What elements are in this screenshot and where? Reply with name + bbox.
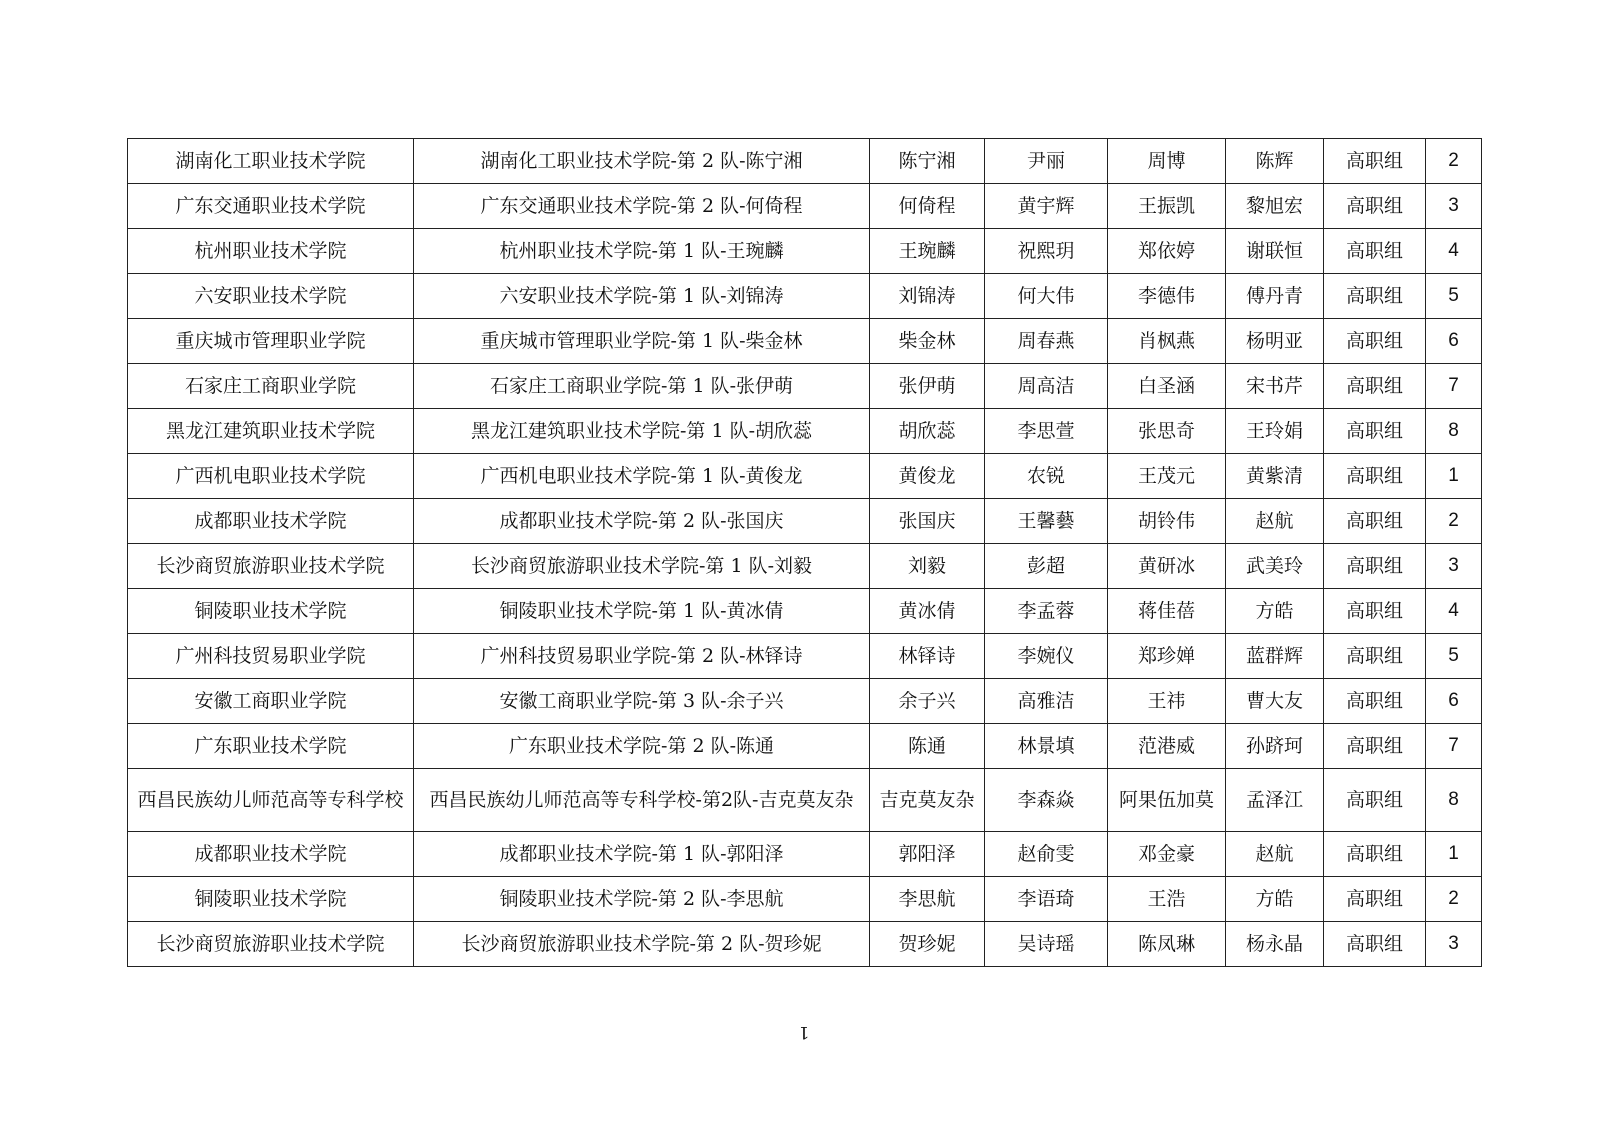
group-cell: 高职组 (1324, 589, 1426, 634)
school-cell: 广州科技贸易职业学院 (128, 634, 414, 679)
group-cell: 高职组 (1324, 364, 1426, 409)
member-cell: 何大伟 (985, 274, 1108, 319)
captain-cell: 张伊萌 (870, 364, 985, 409)
school-cell: 安徽工商职业学院 (128, 679, 414, 724)
table-row (128, 544, 1482, 589)
member-cell: 邓金豪 (1108, 832, 1226, 877)
captain-cell: 郭阳泽 (870, 832, 985, 877)
member-cell: 肖枫燕 (1108, 319, 1226, 364)
team-cell: 广东职业技术学院-第 2 队-陈通 (414, 724, 870, 769)
table-row (128, 877, 1482, 922)
captain-cell: 陈宁湘 (870, 139, 985, 184)
advisor-cell: 杨永晶 (1226, 922, 1324, 967)
table-row (128, 679, 1482, 724)
table-row (128, 184, 1482, 229)
table-row (128, 922, 1482, 967)
school-cell: 石家庄工商职业学院 (128, 364, 414, 409)
team-cell: 安徽工商职业学院-第 3 队-余子兴 (414, 679, 870, 724)
advisor-cell: 蓝群辉 (1226, 634, 1324, 679)
team-cell: 西昌民族幼儿师范高等专科学校-第2队-吉克莫友杂 (414, 769, 870, 832)
school-cell: 成都职业技术学院 (128, 499, 414, 544)
group-cell: 高职组 (1324, 922, 1426, 967)
member-cell: 尹丽 (985, 139, 1108, 184)
team-cell: 成都职业技术学院-第 2 队-张国庆 (414, 499, 870, 544)
school-cell: 铜陵职业技术学院 (128, 877, 414, 922)
school-cell: 广西机电职业技术学院 (128, 454, 414, 499)
table-row (128, 409, 1482, 454)
group-cell: 高职组 (1324, 229, 1426, 274)
table-row (128, 364, 1482, 409)
school-cell: 六安职业技术学院 (128, 274, 414, 319)
member-cell: 李婉仪 (985, 634, 1108, 679)
group-cell: 高职组 (1324, 544, 1426, 589)
member-cell: 郑珍婵 (1108, 634, 1226, 679)
advisor-cell: 孟泽江 (1226, 769, 1324, 832)
captain-cell: 李思航 (870, 877, 985, 922)
member-cell: 黄宇辉 (985, 184, 1108, 229)
team-cell: 广州科技贸易职业学院-第 2 队-林铎诗 (414, 634, 870, 679)
captain-cell: 余子兴 (870, 679, 985, 724)
advisor-cell: 方皓 (1226, 877, 1324, 922)
number-cell: 2 (1426, 499, 1482, 544)
member-cell: 李孟蓉 (985, 589, 1108, 634)
advisor-cell: 赵航 (1226, 499, 1324, 544)
team-cell: 六安职业技术学院-第 1 队-刘锦涛 (414, 274, 870, 319)
school-cell: 铜陵职业技术学院 (128, 589, 414, 634)
group-cell: 高职组 (1324, 877, 1426, 922)
captain-cell: 张国庆 (870, 499, 985, 544)
number-cell: 2 (1426, 877, 1482, 922)
captain-cell: 林铎诗 (870, 634, 985, 679)
number-cell: 4 (1426, 229, 1482, 274)
table-row (128, 724, 1482, 769)
member-cell: 陈凤琳 (1108, 922, 1226, 967)
member-cell: 林景填 (985, 724, 1108, 769)
school-cell: 长沙商贸旅游职业技术学院 (128, 544, 414, 589)
team-cell: 长沙商贸旅游职业技术学院-第 2 队-贺珍妮 (414, 922, 870, 967)
number-cell: 3 (1426, 544, 1482, 589)
member-cell: 王馨藝 (985, 499, 1108, 544)
member-cell: 李森焱 (985, 769, 1108, 832)
school-cell: 湖南化工职业技术学院 (128, 139, 414, 184)
captain-cell: 刘锦涛 (870, 274, 985, 319)
group-cell: 高职组 (1324, 724, 1426, 769)
number-cell: 8 (1426, 409, 1482, 454)
number-cell: 6 (1426, 679, 1482, 724)
member-cell: 胡铃伟 (1108, 499, 1226, 544)
team-cell: 杭州职业技术学院-第 1 队-王琬麟 (414, 229, 870, 274)
table-row (128, 139, 1482, 184)
group-cell: 高职组 (1324, 184, 1426, 229)
table-row (128, 832, 1482, 877)
school-cell: 成都职业技术学院 (128, 832, 414, 877)
member-cell: 吴诗瑶 (985, 922, 1108, 967)
member-cell: 白圣涵 (1108, 364, 1226, 409)
captain-cell: 柴金林 (870, 319, 985, 364)
school-cell: 重庆城市管理职业学院 (128, 319, 414, 364)
member-cell: 王浩 (1108, 877, 1226, 922)
number-cell: 3 (1426, 922, 1482, 967)
advisor-cell: 孙跻珂 (1226, 724, 1324, 769)
captain-cell: 吉克莫友杂 (870, 769, 985, 832)
member-cell: 周博 (1108, 139, 1226, 184)
table-row (128, 229, 1482, 274)
team-cell: 广东交通职业技术学院-第 2 队-何倚程 (414, 184, 870, 229)
advisor-cell: 黄紫清 (1226, 454, 1324, 499)
captain-cell: 黄冰倩 (870, 589, 985, 634)
page-number: 1 (798, 1022, 810, 1042)
advisor-cell: 傅丹青 (1226, 274, 1324, 319)
advisor-cell: 王玲娟 (1226, 409, 1324, 454)
team-cell: 铜陵职业技术学院-第 1 队-黄冰倩 (414, 589, 870, 634)
table-row (128, 589, 1482, 634)
member-cell: 王茂元 (1108, 454, 1226, 499)
member-cell: 黄研冰 (1108, 544, 1226, 589)
team-cell: 成都职业技术学院-第 1 队-郭阳泽 (414, 832, 870, 877)
group-cell: 高职组 (1324, 679, 1426, 724)
number-cell: 1 (1426, 832, 1482, 877)
number-cell: 2 (1426, 139, 1482, 184)
school-cell: 广东职业技术学院 (128, 724, 414, 769)
member-cell: 李思萱 (985, 409, 1108, 454)
group-cell: 高职组 (1324, 769, 1426, 832)
team-cell: 长沙商贸旅游职业技术学院-第 1 队-刘毅 (414, 544, 870, 589)
member-cell: 郑依婷 (1108, 229, 1226, 274)
captain-cell: 胡欣蕊 (870, 409, 985, 454)
group-cell: 高职组 (1324, 499, 1426, 544)
group-cell: 高职组 (1324, 409, 1426, 454)
group-cell: 高职组 (1324, 634, 1426, 679)
member-cell: 周春燕 (985, 319, 1108, 364)
school-cell: 长沙商贸旅游职业技术学院 (128, 922, 414, 967)
table-row (128, 499, 1482, 544)
school-cell: 杭州职业技术学院 (128, 229, 414, 274)
member-cell: 王祎 (1108, 679, 1226, 724)
advisor-cell: 赵航 (1226, 832, 1324, 877)
number-cell: 6 (1426, 319, 1482, 364)
number-cell: 5 (1426, 634, 1482, 679)
number-cell: 3 (1426, 184, 1482, 229)
member-cell: 周高洁 (985, 364, 1108, 409)
table-row (128, 274, 1482, 319)
school-cell: 广东交通职业技术学院 (128, 184, 414, 229)
captain-cell: 贺珍妮 (870, 922, 985, 967)
advisor-cell: 杨明亚 (1226, 319, 1324, 364)
captain-cell: 陈通 (870, 724, 985, 769)
table-row (128, 454, 1482, 499)
roster-body (128, 139, 1482, 967)
number-cell: 7 (1426, 724, 1482, 769)
team-cell: 广西机电职业技术学院-第 1 队-黄俊龙 (414, 454, 870, 499)
group-cell: 高职组 (1324, 274, 1426, 319)
member-cell: 李语琦 (985, 877, 1108, 922)
group-cell: 高职组 (1324, 319, 1426, 364)
group-cell: 高职组 (1324, 139, 1426, 184)
member-cell: 李德伟 (1108, 274, 1226, 319)
captain-cell: 何倚程 (870, 184, 985, 229)
captain-cell: 王琬麟 (870, 229, 985, 274)
table-row (128, 769, 1482, 832)
advisor-cell: 黎旭宏 (1226, 184, 1324, 229)
team-cell: 重庆城市管理职业学院-第 1 队-柴金林 (414, 319, 870, 364)
member-cell: 范港威 (1108, 724, 1226, 769)
team-cell: 石家庄工商职业学院-第 1 队-张伊萌 (414, 364, 870, 409)
number-cell: 1 (1426, 454, 1482, 499)
member-cell: 蒋佳蓓 (1108, 589, 1226, 634)
advisor-cell: 曹大友 (1226, 679, 1324, 724)
advisor-cell: 谢联恒 (1226, 229, 1324, 274)
team-cell: 铜陵职业技术学院-第 2 队-李思航 (414, 877, 870, 922)
roster-table (127, 138, 1482, 967)
member-cell: 赵俞雯 (985, 832, 1108, 877)
advisor-cell: 宋书芹 (1226, 364, 1324, 409)
advisor-cell: 方皓 (1226, 589, 1324, 634)
member-cell: 张思奇 (1108, 409, 1226, 454)
advisor-cell: 陈辉 (1226, 139, 1324, 184)
group-cell: 高职组 (1324, 832, 1426, 877)
school-cell: 黑龙江建筑职业技术学院 (128, 409, 414, 454)
school-cell: 西昌民族幼儿师范高等专科学校 (128, 769, 414, 832)
member-cell: 阿果伍加莫 (1108, 769, 1226, 832)
member-cell: 彭超 (985, 544, 1108, 589)
team-cell: 黑龙江建筑职业技术学院-第 1 队-胡欣蕊 (414, 409, 870, 454)
number-cell: 5 (1426, 274, 1482, 319)
advisor-cell: 武美玲 (1226, 544, 1324, 589)
number-cell: 4 (1426, 589, 1482, 634)
captain-cell: 刘毅 (870, 544, 985, 589)
number-cell: 7 (1426, 364, 1482, 409)
number-cell: 8 (1426, 769, 1482, 832)
member-cell: 王振凯 (1108, 184, 1226, 229)
table-row (128, 634, 1482, 679)
member-cell: 高雅洁 (985, 679, 1108, 724)
captain-cell: 黄俊龙 (870, 454, 985, 499)
table-row (128, 319, 1482, 364)
group-cell: 高职组 (1324, 454, 1426, 499)
team-cell: 湖南化工职业技术学院-第 2 队-陈宁湘 (414, 139, 870, 184)
member-cell: 祝熙玥 (985, 229, 1108, 274)
member-cell: 农锐 (985, 454, 1108, 499)
